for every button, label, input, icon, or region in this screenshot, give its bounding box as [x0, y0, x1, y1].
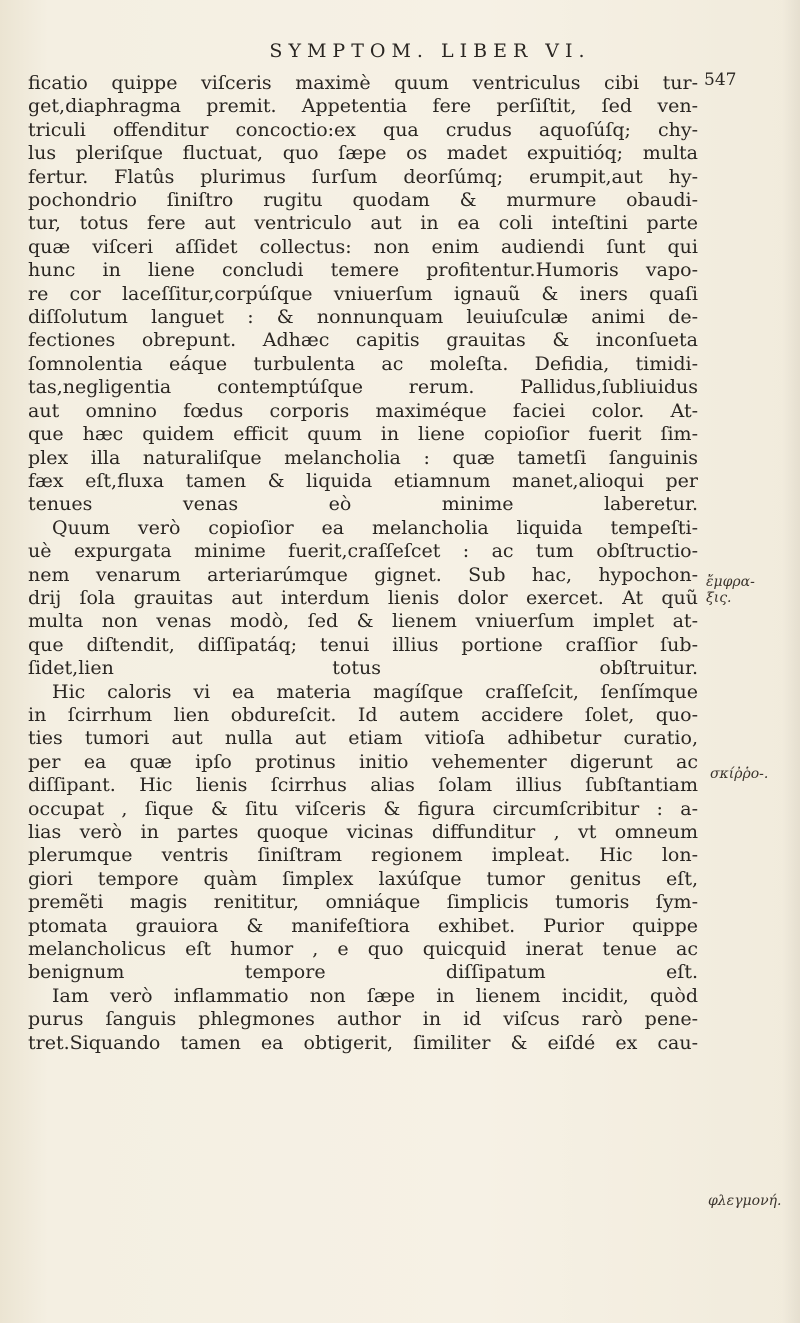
text-line: fæx eſt,fluxa tamen & liquida etiamnum manet,alioqui per: [28, 469, 698, 492]
text-line: get,diaphragma premit. Appetentia fere perſiſtit, ſed ven-: [28, 95, 698, 118]
text-line: ficatio quippe viſceris maximè quum ventriculus cibi tur-: [28, 72, 698, 94]
text-line: nem venarum arteriarúmque gignet. Sub hac, hypochon-: [28, 563, 698, 586]
paragraph-1: [28, 72, 698, 517]
text-line: fectiones obrepunt. Adhæc capitis grauitas & inconſueta: [28, 329, 698, 352]
text-line: giori tempore quàm ſimplex laxúſque tumor genitus eſt,: [28, 867, 698, 890]
page-edge-shadow: [782, 0, 800, 1323]
text-line: Iam verò inflammatio non ſæpe in lienem incidit, quòd: [52, 984, 698, 1007]
text-line: ſomnolentia eáque turbulenta ac moleſta. Defidia, timidi-: [28, 352, 698, 375]
text-line: benignum tempore diſſipatum eſt.: [28, 961, 698, 984]
text-line: que hæc quidem efficit quum in liene copioſior fuerit ſim-: [28, 423, 698, 446]
paragraph-4: [28, 985, 698, 1055]
text-line: triculi offenditur concoctio:ex qua crudus aquoſúſq; chy-: [28, 118, 698, 141]
text-line: diſſolutum languet : & nonnunquam leuiuſculæ animi de-: [28, 306, 698, 329]
body-text: [28, 50, 698, 1055]
text-line: diſſipant. Hic lienis ſcirrhus alias ſolam illius ſubſtantiam: [28, 774, 698, 797]
text-line: uè expurgata minime fuerit,craſſeſcet : ac tum obſtructio-: [28, 540, 698, 563]
text-line: plex illa naturaliſque melancholia : quæ tametſi ſanguinis: [28, 446, 698, 469]
margin-note-skirrhos: σκίῤῥο-.: [710, 766, 769, 782]
text-line: lus pleriſque fluctuat, quo ſæpe os madet expuitióq; multa: [28, 142, 698, 165]
text-line: tenues venas eò minime laberetur.: [28, 493, 698, 516]
text-line: drij ſola grauitas aut interdum lienis dolor exercet. At quũ: [28, 586, 698, 609]
text-line: per ea quæ ipſo protinus initio vehementer digerunt ac: [28, 750, 698, 773]
text-line: hunc in liene concludi temere profitentur.Humoris vapo-: [28, 259, 698, 282]
running-title: SYMPTOM. LIBER VI.: [269, 40, 591, 62]
text-line: ſidet,lien totus obſtruitur.: [28, 657, 698, 680]
text-line: Quum verò copioſior ea melancholia liquida tempeſti-: [52, 516, 698, 539]
text-line: aut omnino fœdus corporis maximéque faciei color. At-: [28, 399, 698, 422]
page-number: 547: [704, 70, 737, 90]
text-line: re cor laceſſitur,corpúſque vniuerſum ignauũ & iners quaſi: [28, 282, 698, 305]
text-line: melancholicus eſt humor , e quo quicquid inerat tenue ac: [28, 938, 698, 961]
text-line: occupat , ſique & ſitu viſceris & figura circumſcribitur : a-: [28, 797, 698, 820]
text-line: plerumque ventris ſiniſtram regionem impleat. Hic lon-: [28, 844, 698, 867]
text-line: tur, totus fere aut ventriculo aut in ea coli inteſtini parte: [28, 212, 698, 235]
text-line: tas,negligentia contemptúſque rerum. Pallidus,ſubliuidus: [28, 376, 698, 399]
text-line: purus ſanguis phlegmones author in id viſcus rarò pene-: [28, 1008, 698, 1031]
text-line: ties tumori aut nulla aut etiam vitioſa adhibetur curatio,: [28, 727, 698, 750]
text-line: que diſtendit, diſſipatáq; tenui illius portione craſſior ſub-: [28, 633, 698, 656]
text-line: tret.Siquando tamen ea obtigerit, ſimiliter & eiſdé ex cau-: [28, 1031, 698, 1054]
text-line: multa non venas modò, ſed & lienem vniuerſum implet at-: [28, 610, 698, 633]
text-line: quæ viſceri aſſidet collectus: non enim audiendi ſunt qui: [28, 235, 698, 258]
paragraph-3: [28, 681, 698, 985]
text-line: premẽti magis renititur, omniáque ſimplicis tumoris ſym-: [28, 891, 698, 914]
text-line: ptomata grauiora & manifeſtiora exhibet. Purior quippe: [28, 914, 698, 937]
margin-note-phlegmone: φλεγμονή.: [708, 1193, 782, 1209]
text-line: fertur. Flatûs plurimus ſurſum deorſúmq; erumpit,aut hy-: [28, 165, 698, 188]
text-line: in ſcirrhum lien obdureſcit. Id autem accidere ſolet, quo-: [28, 703, 698, 726]
text-line: pochondrio ſiniſtro rugitu quodam & murmure obaudi-: [28, 189, 698, 212]
text-line: lias verò in partes quoque vicinas diffunditur , vt omneum: [28, 821, 698, 843]
paragraph-2: [28, 517, 698, 681]
text-line: Hic caloris vi ea materia magíſque craſſeſcit, ſenſímque: [52, 680, 698, 703]
margin-note-emphraxis: ἔμφρα- ξις.: [706, 574, 755, 606]
